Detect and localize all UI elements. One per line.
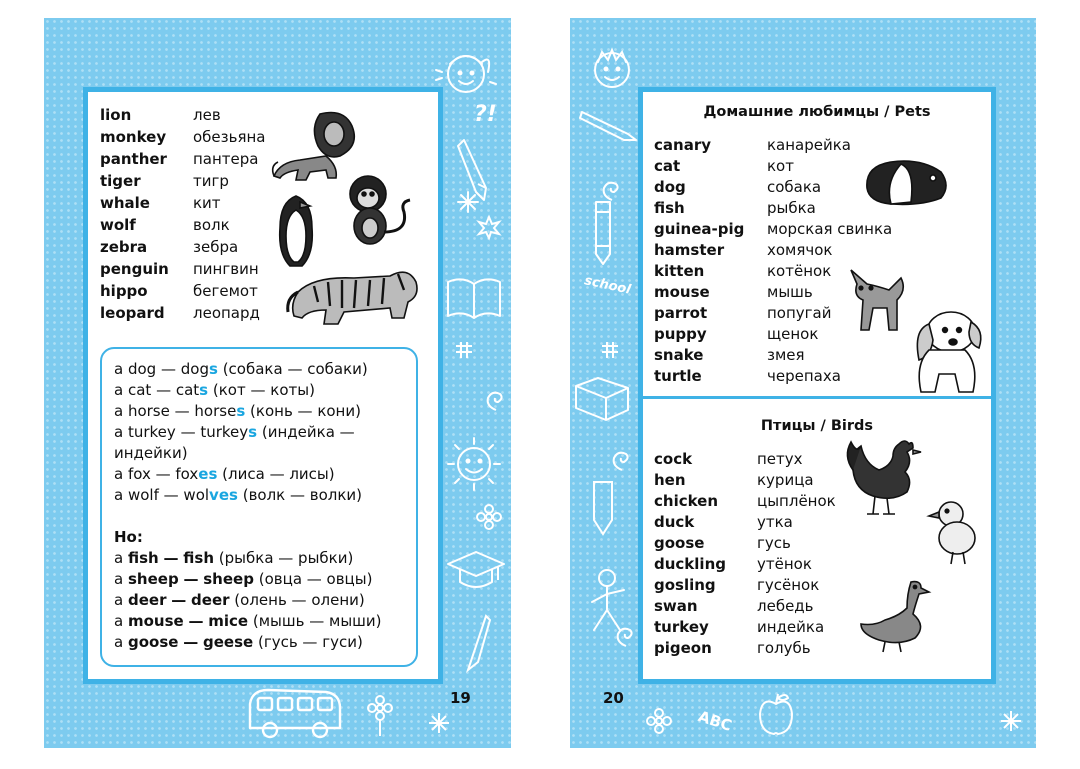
splash-doodle <box>476 214 502 240</box>
exception-row: a goose — geese (гусь — гуси) <box>114 633 363 651</box>
bus-doodle <box>244 684 344 744</box>
dashes-doodle <box>600 340 620 360</box>
question-doodle: ?! <box>474 102 497 127</box>
exception-row: a deer — deer (олень — олени) <box>114 591 365 609</box>
swirl-doodle <box>484 388 508 414</box>
boy-face-doodle <box>582 36 642 96</box>
page-number: 19 <box>450 689 471 707</box>
monkey-illustration <box>338 172 418 252</box>
left-content-sheet: lion лев monkey обезьяна panther пантера tiger тигр whale кит wolf волк zebra зебра penguin пингвин hippo бегемот leopard леопард a dog — dogs (собака — собаки) a cat — cats (кот — коты) a horse — horses (конь — кони) a turkey — turkeys (индейка — индейки) a fox — foxes (лиса — лисы) a wolf — wolves (волк — волки) Но: a fish — fish (рыбка — рыбки) a sheep — sheep (овца — овцы) a deer — deer (олень — олени) a mouse — mice (мышь — мыши) a goose — geese (гусь — гуси) <box>83 87 443 684</box>
right-page <box>570 18 1036 748</box>
puppy-illustration <box>899 304 989 404</box>
book-doodle <box>444 268 504 328</box>
plural-row-fox: a fox — foxes (лиса — лисы) <box>114 465 335 483</box>
brush-doodle <box>464 614 494 674</box>
exception-row: a mouse — mice (мышь — мыши) <box>114 612 382 630</box>
plural-row-turkey-cont: индейки) <box>114 444 188 462</box>
page-number: 20 <box>603 689 624 707</box>
graduation-cap-doodle <box>446 548 506 594</box>
pencil-doodle <box>578 104 638 144</box>
left-page <box>44 18 511 748</box>
sparkle-doodle <box>1000 710 1022 732</box>
girl-face-doodle <box>436 42 496 102</box>
exception-row: a fish — fish (рыбка — рыбки) <box>114 549 354 567</box>
flower-doodle <box>476 504 502 530</box>
school-doodle-text: school <box>582 273 633 298</box>
swirl-doodle <box>610 448 634 474</box>
plural-rules-box <box>100 347 418 667</box>
plural-row-horse: a horse — horses (конь — кони) <box>114 402 361 420</box>
dashes-doodle <box>454 340 474 360</box>
but-label: Но: <box>114 528 143 546</box>
right-content-sheet: Домашние любимцы / Pets canary канарейка cat кот dog собака fish рыбка guinea-pig морская свинка hamster хомячок kitten котёнок mouse мышь parrot попугай puppy щенок snake змея turtle черепаха Птицы / Birds cock петух hen курица chicken цыплёнок duck утка goose гусь duckling утёнок gosling гусёнок swan лебедь turkey индейка pigeon голубь <box>638 87 996 684</box>
tiger-illustration <box>284 252 424 332</box>
sparkle-doodle <box>428 712 450 734</box>
marker-doodle <box>588 478 618 538</box>
plural-row-turkey: a turkey — turkeys (индейка — <box>114 423 355 441</box>
small-flower-doodle <box>362 694 398 738</box>
plural-row-wolf: a wolf — wolves (волк — волки) <box>114 486 363 504</box>
sun-face-doodle <box>444 434 504 494</box>
star-doodle <box>456 190 480 214</box>
pets-title: Домашние любимцы / Pets <box>703 104 931 120</box>
section-divider <box>643 396 991 399</box>
exception-row: a sheep — sheep (овца — овцы) <box>114 570 373 588</box>
chick-illustration <box>927 496 983 568</box>
abc-doodle-text: ABC <box>696 707 735 735</box>
open-book-doodle <box>572 368 632 428</box>
crayon-doodle <box>588 198 618 268</box>
guinea-pig-illustration <box>861 152 951 212</box>
flower-doodle <box>646 708 672 734</box>
plural-row-cat: a cat — cats (кот — коты) <box>114 381 315 399</box>
swirl-doodle <box>614 624 638 650</box>
goose-illustration <box>855 576 935 656</box>
rooster-illustration <box>843 436 923 520</box>
birds-title: Птицы / Birds <box>760 418 874 434</box>
plural-row-dog: a dog — dogs (собака — собаки) <box>114 360 368 378</box>
apple-doodle <box>756 690 796 740</box>
